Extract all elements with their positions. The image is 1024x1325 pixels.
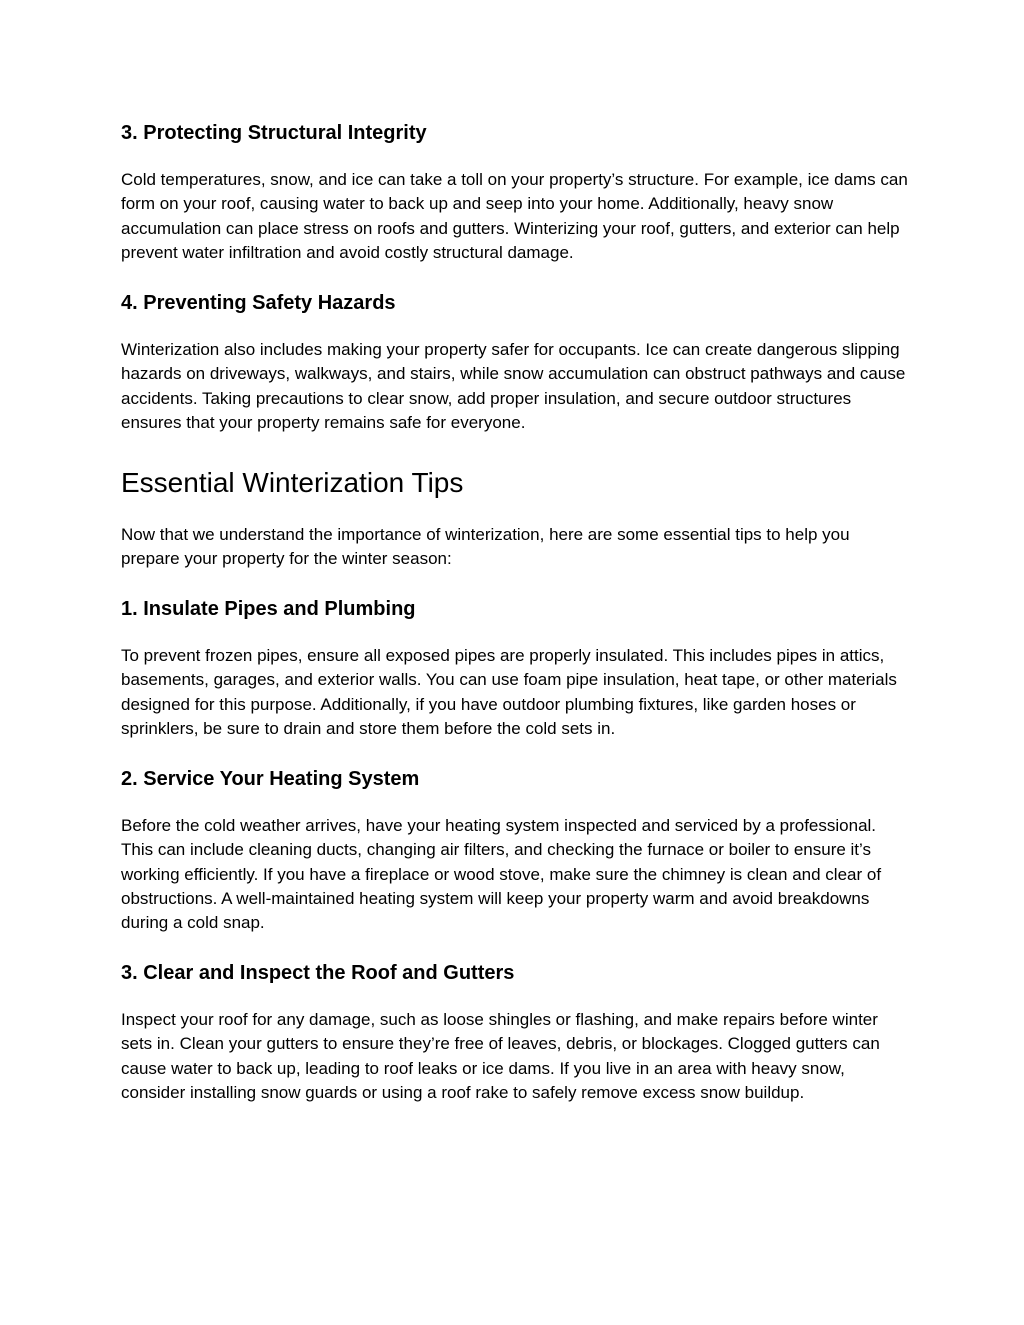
tip-heading-roof-gutters: 3. Clear and Inspect the Roof and Gutters bbox=[121, 962, 515, 984]
tips-title: Essential Winterization Tips bbox=[121, 467, 464, 498]
section-body-structural-integrity: Cold temperatures, snow, and ice can take a toll on your property’s structure. For example, ice dams can form on your roof, causing water to back up and seep into your home. Additionally, heavy snow accumulation can place stress on roofs and gutters. Winterizing your roof, gutters, and exterior can help prevent water infiltration and avoid costly structural damage. bbox=[121, 170, 908, 262]
tip-heading-insulate-pipes: 1. Insulate Pipes and Plumbing bbox=[121, 598, 416, 620]
section-body-safety-hazards: Winterization also includes making your property safer for occupants. Ice can create dangerous slipping hazards on driveways, walkways, and stairs, while snow accumulation can obstruct pathways and cause accidents. Taking precautions to clear snow, add proper insulation, and secure outdoor structures ensures that your property remains safe for everyone. bbox=[121, 340, 906, 432]
tip-body-insulate-pipes: To prevent frozen pipes, ensure all exposed pipes are properly insulated. This includes pipes in attics, basements, garages, and exterior walls. You can use foam pipe insulation, heat tape, or other materials designed for this purpose. Additionally, if you have outdoor plumbing fixtures, like garden hoses or sprinklers, be sure to drain and store them before the cold sets in. bbox=[121, 646, 897, 738]
section-heading-safety-hazards: 4. Preventing Safety Hazards bbox=[121, 292, 396, 314]
tip-body-heating-system: Before the cold weather arrives, have your heating system inspected and serviced by a professional. This can include cleaning ducts, changing air filters, and checking the furnace or boiler to ensure it’s working efficiently. If you have a fireplace or wood stove, make sure the chimney is clean and clear of obstructions. A well-maintained heating system will keep your property warm and avoid breakdowns during a cold snap. bbox=[121, 816, 882, 933]
tip-body-roof-gutters: Inspect your roof for any damage, such as loose shingles or flashing, and make repairs before winter sets in. Clean your gutters to ensure they’re free of leaves, debris, or blockages. Clogged gutters can cause water to back up, leading to roof leaks or ice dams. If you live in an area with heavy snow, consider installing snow guards or using a roof rake to safely remove excess snow buildup. bbox=[121, 1010, 880, 1102]
tip-heading-heating-system: 2. Service Your Heating System bbox=[121, 768, 420, 790]
section-heading-structural-integrity: 3. Protecting Structural Integrity bbox=[121, 122, 427, 144]
tips-intro: Now that we understand the importance of winterization, here are some essential tips to help you prepare your property for the winter season: bbox=[121, 525, 850, 569]
